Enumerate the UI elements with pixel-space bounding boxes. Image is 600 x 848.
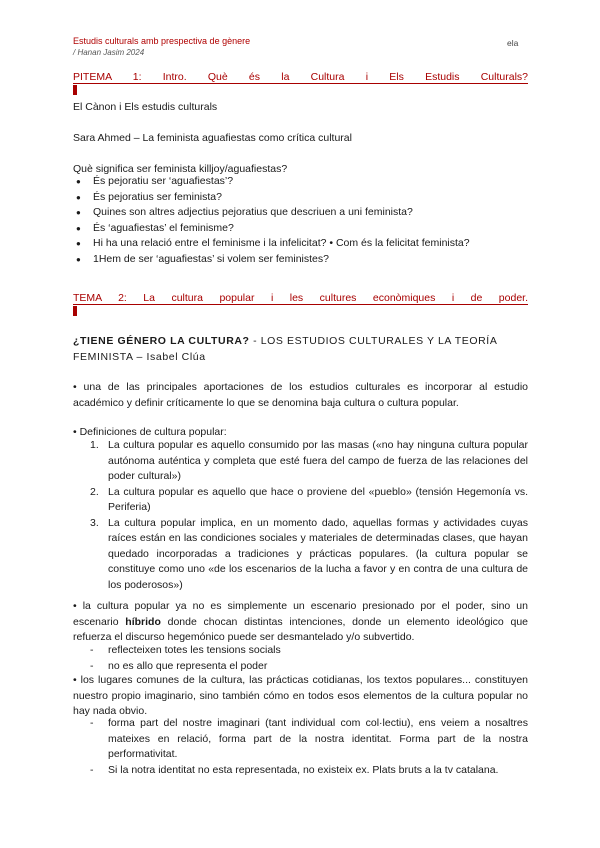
header-author: / Hanan Jasim 2024 <box>73 48 145 57</box>
list-item: ● És ‘aguafiestas’ el feminisme? <box>73 221 470 237</box>
paragraph-imaginary: • los lugares comunes de la cultura, las prácticas cotidianas, los textos populares... constituyen nuestro propio imaginario, sino también cómo en todos esos elementos de la cultura popular no hay nada obvio. <box>73 674 528 717</box>
list-item: ● Hi ha una relació entre el feminisme i la infelicitat? • Com és la felicitat feminista? <box>73 236 470 252</box>
list-item: - reflecteixen totes les tensions socials <box>90 643 528 659</box>
section-heading-2: TEMA 2: La cultura popular i les cultures econòmiques i de poder. <box>73 292 528 304</box>
list-item: 2. La cultura popular es aquello que hace o proviene del «pueblo» (tensión Hegemonía vs. Periferia) <box>90 485 528 513</box>
article-title-rest: - LOS ESTUDIOS CULTURALES Y LA TEORÍA FEMINISTA – Isabel Clúa <box>73 335 497 363</box>
paragraph-hybrid: • la cultura popular ya no es simplemente un escenario presionado por el poder, sino un escenario híbrido donde chocan distintas intenciones, donde un elemento ideológico que refuerza el discurso hegemónico puede ser desmantelado y/o subvertido. <box>73 600 529 643</box>
list-item: ● És pejoratius ser feminista? <box>73 190 470 206</box>
heading-tail-mark <box>73 306 77 316</box>
list-item: 1. La cultura popular es aquello consumido por las masas («no hay ninguna cultura popular autónoma auténtica y completa que esté fuera del campo de fuerza de las relaciones del poder cultural») <box>90 439 528 482</box>
header-right-label: ela <box>507 38 519 48</box>
paragraph-contribution: • una de las principales aportaciones de los estudios culturales es incorporar al estudio académico y definir críticamente lo que se denomina baja cultura o cultura popular. <box>73 381 528 409</box>
definitions-list <box>90 438 528 593</box>
topic-line-ahmed: Sara Ahmed – La feminista aguafiestas como crítica cultural <box>73 132 352 144</box>
list-item: ● Quines son altres adjectius pejoratius que descriuen a uni feminista? <box>73 205 470 221</box>
question-heading: Què significa ser feminista killjoy/aguafiestas? <box>73 163 288 175</box>
question-list <box>73 174 470 267</box>
list-item: 3. La cultura popular implica, en un momento dado, aquellas formas y actividades cuyas raíces están en las condiciones sociales y materiales de determinadas clases, que hayan quedado incorporadas a tradiciones y prácticas populares. (la cultura popular se constituye como uno «de los escenarios de la lucha a favor y en contra de una cultura de los poderosos») <box>90 516 528 591</box>
identity-list <box>90 716 528 778</box>
list-item: - Si la notra identitat no esta representada, no existeix ex. Plats bruts a la tv catalana. <box>90 763 528 779</box>
heading-tail-mark <box>73 85 77 95</box>
header-title: Estudis culturals amb prespectiva de gènere <box>73 36 251 46</box>
topic-line-canon: El Cànon i Els estudis culturals <box>73 101 218 113</box>
list-item: ● 1Hem de ser ‘aguafiestas’ si volem ser feministes? <box>73 252 470 268</box>
list-item: - forma part del nostre imaginari (tant individual com col·lectiu), ens veiem a nosaltres mateixes en relació, forma part de la nostra identitat. Forma part de la nostra performativitat. <box>90 716 528 763</box>
article-title-bold: ¿TIENE GÉNERO LA CULTURA? <box>73 335 250 347</box>
article-title <box>73 334 528 365</box>
emphasis-hybrid: híbrido <box>125 615 161 628</box>
section-heading-1: PITEMA 1: Intro. Què és la Cultura i Els Estudis Culturals? <box>73 71 528 83</box>
list-item: - no es allo que representa el poder <box>90 659 528 675</box>
tension-list <box>90 643 528 674</box>
definitions-heading: • Definiciones de cultura popular: <box>73 426 227 438</box>
list-item: ● És pejoratiu ser ‘aguafiestas’? <box>73 174 470 190</box>
